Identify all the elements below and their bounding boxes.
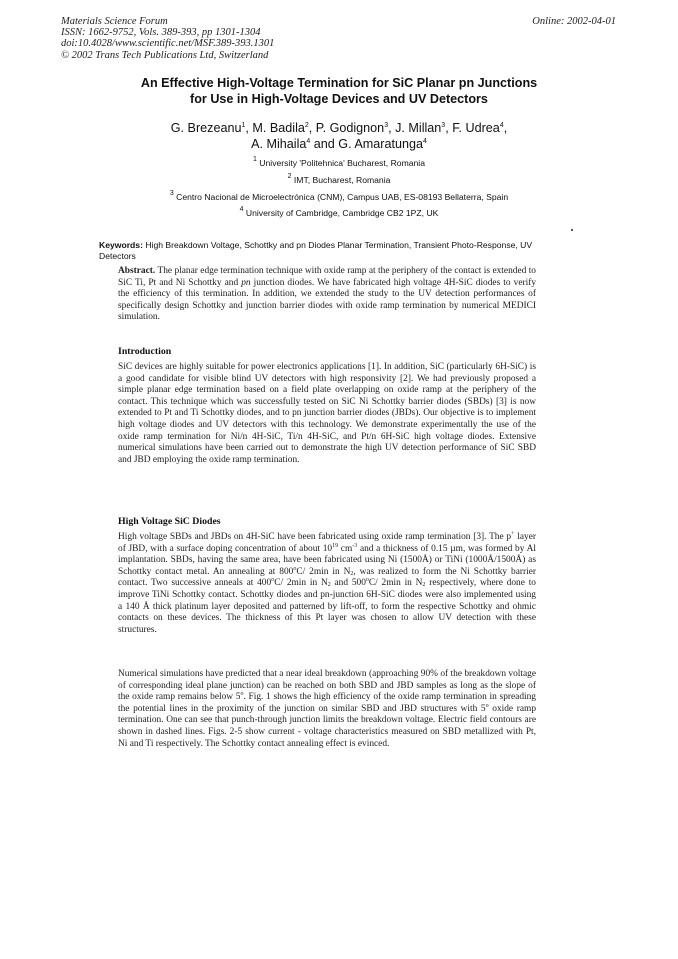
affiliation-mark: 4: [306, 138, 311, 145]
superscript: -3: [352, 542, 358, 549]
author-list: [80, 120, 598, 152]
superscript: o: [485, 702, 489, 709]
superscript: 19: [332, 542, 339, 549]
abstract-paragraph: [118, 266, 536, 324]
superscript: o: [365, 577, 369, 584]
introduction-paragraph: SiC devices are highly suitable for power electronics applications [1]. In addition, SiC (particularly 6H-SiC) is a good candidate for visible blind UV detectors with high responsivity [2]. We had previously proposed a simple planar edge termination based on a field plate overlapping on oxide ramp at the periphery of the contact. This technique which was successfully tested on SiC Ni Schottky barrier diodes (SBDs) [3] is now extended to Pt and Ti Schottky diodes, and to pn junction barrier diodes (JBDs). Our objective is to implement high voltage diodes and UV detectors with this technology. We demonstrate experimentally the use of the oxide ramp termination for Ni/n 4H-SiC, Ti/n 4H-SiC, and Pt/n 6H-SiC high voltage diodes. Extensive numerical simulations have been carried out to demonstrate the high UV detection performance of SiC SBD and JBD employing the oxide ramp termination.: [118, 362, 536, 465]
online-date: Online: 2002-04-01: [532, 16, 616, 27]
affiliation-number: 2: [287, 173, 292, 180]
abstract-label: Abstract.: [118, 266, 156, 276]
affiliation-text: Centro Nacional de Microelectrónica (CNM), Campus UAB, ES-08193 Bellaterra, Spain: [176, 192, 509, 202]
affiliation-number: 1: [253, 156, 257, 163]
keywords-text: High Breakdown Voltage, Schottky and pn Diodes Planar Termination, Transient Photo-Response, UV Detectors: [99, 240, 533, 261]
copyright-line: © 2002 Trans Tech Publications Ltd, Switzerland: [61, 49, 269, 61]
hv-diodes-paragraph-2: [118, 669, 536, 750]
subscript: 2: [422, 582, 426, 589]
affiliation-text: University of Cambridge, Cambridge CB2 1PZ, UK: [245, 208, 439, 218]
affiliation-text: IMT, Bucharest, Romania: [293, 175, 391, 185]
text-run: layer of JBD, with a surface doping concentration of about 10: [118, 532, 536, 554]
superscript: o: [271, 577, 275, 584]
scan-speck: [571, 229, 573, 231]
text-run: C/ 2min in N: [296, 566, 351, 577]
subscript: 2: [350, 570, 354, 577]
affiliation-mark: 2: [304, 122, 309, 129]
and-conjunction: and: [313, 137, 335, 151]
author-name: J. Millan: [395, 121, 442, 135]
affiliation-mark: 4: [423, 138, 427, 145]
hv-diodes-paragraph-1: [118, 532, 536, 636]
author-line-1: G. Brezeanu$^1$, M. Badila$^2$, P. Godignon$^3$, J. Millan$^3$, F. Udrea$^4$,: [170, 121, 508, 135]
title-line-2: for Use in High-Voltage Devices and UV Detectors: [190, 91, 488, 106]
affiliation-mark: 1: [241, 122, 246, 129]
keywords: [99, 240, 539, 262]
affiliation-mark: 3: [441, 122, 446, 129]
author-name: A. Mihaila: [251, 137, 307, 151]
text-run: Numerical simulations have predicted that a near ideal breakdown (approaching 90% of the breakdown voltage of corresponding ideal plane junction) can be reached on both SBD and JBD samples as long as the slope of the oxide ramp remains below 5: [118, 669, 536, 703]
issn-line: ISSN: 1662-9752, Vols. 389-393, pp 1301-1304: [61, 27, 261, 39]
author-name: G. Brezeanu: [170, 121, 242, 135]
author-name: M. Badila: [252, 121, 305, 135]
title-line-1: An Effective High-Voltage Termination for SiC Planar pn Junctions: [140, 76, 538, 90]
affiliation-line: [60, 175, 618, 185]
author-line-2: [80, 136, 598, 152]
affiliation-mark: 3: [384, 122, 389, 129]
journal-header: [61, 16, 274, 61]
superscript: o: [293, 565, 297, 572]
affiliation-mark: 4: [499, 122, 504, 129]
superscript: o: [240, 691, 244, 698]
section-heading-introduction: Introduction: [118, 346, 172, 357]
affiliation-number: 3: [169, 190, 174, 197]
doi-link[interactable]: doi:10.4028/www.scientific.net/MSF.389-393.1301: [61, 38, 275, 50]
text-run: and a thickness of 0.15 µm, was formed by Al implantation. SBDs, having the same area, have been fabricated using Ni (1500Å) or TiNi (1000Å/1500Å) as Schottky contact metal. An annealing at 800: [118, 543, 536, 577]
abstract-italic-pn: pn: [241, 277, 251, 288]
text-run: and 500: [330, 578, 366, 589]
text-run: oxide ramp termination. One can see that punch-through junction limits the breakdown voltage. Electric field contours are shown in dashed lines. Figs. 2-5 show current - voltage characteristics measured on SBD metallized with Pt, Ni and Ti respectively. The Schottky contact annealing effect is evinced.: [118, 703, 537, 749]
paper-title: [80, 76, 598, 107]
abstract-text: junction diodes. We have fabricated high voltage 4H-SiC diodes to verify the efficiency of this termination. In addition, we extended the study to the UV detection performances of specifically design Schottky and junction barrier diodes with oxide ramp termination by numerical MEDICI simulation.: [118, 277, 537, 323]
affiliation-text: University 'Politehnica' Bucharest, Romania: [259, 158, 425, 168]
affiliation-number: 4: [239, 206, 244, 213]
text-run: , was realized to form the Ni Schottky barrier contact. Two successive anneals at 400: [118, 566, 537, 589]
text-run: respectively, where done to improve TiNi Schottky contact. Schottky diodes and pn-junction 6H-SiC diodes were also implemented using a 140 Å thick platinum layer deposited and patterned by lift-off, to form the respective Schottky and ohmic contacts on these devices. The thickness of this Pt layer was chosen to allow UV detection with these structures.: [118, 578, 536, 635]
subscript: 2: [327, 582, 331, 589]
affiliation-line: [60, 192, 618, 202]
keywords-label: Keywords:: [99, 240, 143, 250]
author-name: P. Godignon: [315, 121, 385, 135]
text-run: cm: [338, 543, 353, 554]
author-name: F. Udrea: [452, 121, 500, 135]
text-run: C/ 2min in N: [274, 578, 328, 589]
abstract-text: The planar edge termination technique with oxide ramp at the periphery of the contact is extended to SiC Ti, Pt and Ni Schottky and: [118, 266, 536, 288]
affiliation-line: [60, 208, 618, 218]
author-name: G. Amaratunga: [338, 137, 424, 151]
section-heading-hv-diodes: High Voltage SiC Diodes: [118, 516, 221, 527]
text-run: . Fig. 1 shows the high efficiency of the oxide ramp termination in spreading the potential lines in the proximity of the junction on similar SBD and JBD structures with 5: [118, 692, 536, 714]
text-run: High voltage SBDs and JBDs on 4H-SiC have been fabricated using oxide ramp termination [3]. The p: [118, 532, 512, 542]
superscript: +: [511, 531, 515, 537]
text-run: C/ 2min in N: [368, 578, 423, 589]
journal-name: Materials Science Forum: [61, 16, 168, 27]
affiliation-line: [60, 158, 618, 168]
